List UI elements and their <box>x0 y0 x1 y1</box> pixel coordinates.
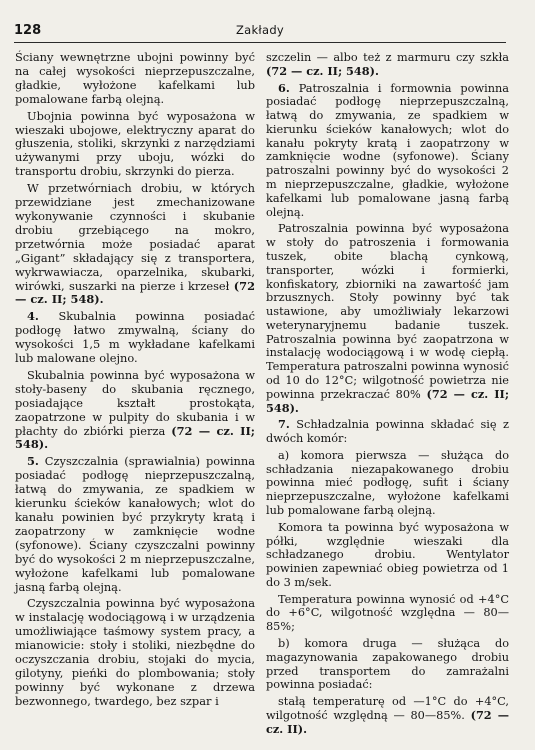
reference: (72 — cz. II; 548). <box>15 278 255 307</box>
section-number: 5. <box>27 454 39 469</box>
reference: (72 — cz. II). <box>266 707 510 736</box>
paragraph: Czyszczalnia powinna być wyposażona w instalację wodociągową i w urządzenia umożliwiające taśmowy system pracy, a mianowicie: stoły i stoliki, niezbędne do oczyszczania drobiu, stojaki do mycia, gilotyny, pieńki do plombowania; stoły powinny być wykonane z drzewa bezwonnego, twardego, bez szpar i <box>15 596 255 708</box>
reference: (72 — cz. II; 548). <box>15 423 256 452</box>
left-column <box>15 51 255 709</box>
paragraph: szczelin — albo też z marmuru czy szkła (72 — cz. II; 548). <box>266 51 509 78</box>
paragraph: stałą temperaturę od —1°C do +4°C, wilgotność względną — 80—85%. (72 — cz. II). <box>266 695 510 736</box>
section-number: 6. <box>278 80 290 95</box>
reference: (72 — cz. II; 548). <box>266 63 379 78</box>
paragraph: 4. Skubalnia powinna posiadać podłogę łatwo zmywalną, ściany do wysokości 1,5 m wykładane kafelkami lub malowane olejno. <box>15 309 255 366</box>
paragraph: W przetwórniach drobiu, w których przewidziane jest zmechanizowane wykonywanie czynności i skubanie drobiu grzebiącego na mokro, przetwórnia może posiadać aparat „Gigant” składający się z transportera, wykrwawiacza, oparzelnika, skubarki, wirówki, suszarki na pierze i krzeseł (72 — cz. II; 548). <box>15 181 255 307</box>
page-header <box>14 22 506 43</box>
paragraph: Patroszalnia powinna być wyposażona w stoły do patroszenia i formowania tuszek, obite blachą cynkową, transporter, wózki i formierki, konfiskatory, zbiorniki na zawartość jam brzusznych. Stoły powinny być tak ustawione, aby umożliwiały lekarzowi weterynaryjnemu badanie tuszek. Patroszalnia powinna być zaopatrzona w instalację wodociągową i w wodę ciepłą. Temperatura patroszalni powinna wynosić od 10 do 12°C; wilgotność powietrza nie powinna przekraczać 80% (72 — cz. II; 548). <box>266 222 510 415</box>
paragraph: 5. Czyszczalnia (sprawialnia) powinna posiadać podłogę nieprzepuszczalną, łatwą do zmywania, ze spadkiem w kierunku ścieków kanałowych; wlot do kanału powinien być przykryty kratą i zaopatrzony w zamknięcie wodne (syfonowe). Ściany czyszczalni powinny być do wysokości 2 m nieprzepuszczalne, wyłożone kafelkami lub pomalowane jasną farbą olejną. <box>15 454 255 594</box>
reference: (72 — cz. II; 548). <box>266 386 510 415</box>
page-number: 128 <box>14 23 42 38</box>
right-column <box>266 51 509 737</box>
paragraph: Temperatura powinna wynosić od +4°C do +6°C, wilgotność względna — 80—85%; <box>266 592 509 634</box>
paragraph: 6. Patroszalnia i formownia powinna posiadać podłogę nieprzepuszczalną, łatwą do zmywania, ze spadkiem w kierunku ścieków kanałowych; wlot do kanału pokryty kratą i zaopatrzony w zamknięcie wodne (syfonowe). Ściany patroszalni powinny być do wysokości 2 m nieprzepuszczalne, gładkie, wyłożone kafelkami lub pomalowane jasną farbą olejną. <box>266 80 510 219</box>
section-number: 7. <box>278 417 290 432</box>
paragraph: Ubojnia powinna być wyposażona w wieszaki ubojowe, elektryczny aparat do głuszenia, stoliki, skrzynki z narzędziami używanymi przy uboju, wózki do transportu drobiu, skrzynki do pierza. <box>15 108 255 179</box>
running-head: Zakłady <box>235 23 285 37</box>
paragraph: Ściany wewnętrzne ubojni powinny być na całej wysokości nieprzepuszczalne, gładkie, wyłożone kafelkami lub pomalowane farbą olejną. <box>15 50 255 106</box>
paragraph: Komora ta powinna być wyposażona w półki, względnie wieszaki dla schładzanego drobiu. Wentylator powinien zapewniać obieg powietrza od 1 do 3 m/sek. <box>266 520 509 589</box>
paragraph: 7. Schładzalnia powinna składać się z dwóch komór: <box>266 417 509 446</box>
paragraph: a) komora pierwsza — służąca do schładzania niezapakowanego drobiu powinna mieć podłogę, sufit i ściany nieprzepuszczalne, wyłożone kafelkami lub pomalowane farbą olejną. <box>266 448 509 517</box>
paragraph: b) komora druga — służąca do magazynowania zapakowanego drobiu przed transportem do zamrażalni powinna posiadać: <box>266 637 509 692</box>
paragraph: Skubalnia powinna być wyposażona w stoły-baseny do skubania ręcznego, posiadające kształt prostokąta, zaopatrzone w pulpity do skubania i w płachty do zbiórki pierza (72 — cz. II; 548). <box>15 367 256 452</box>
section-number: 4. <box>27 309 39 324</box>
